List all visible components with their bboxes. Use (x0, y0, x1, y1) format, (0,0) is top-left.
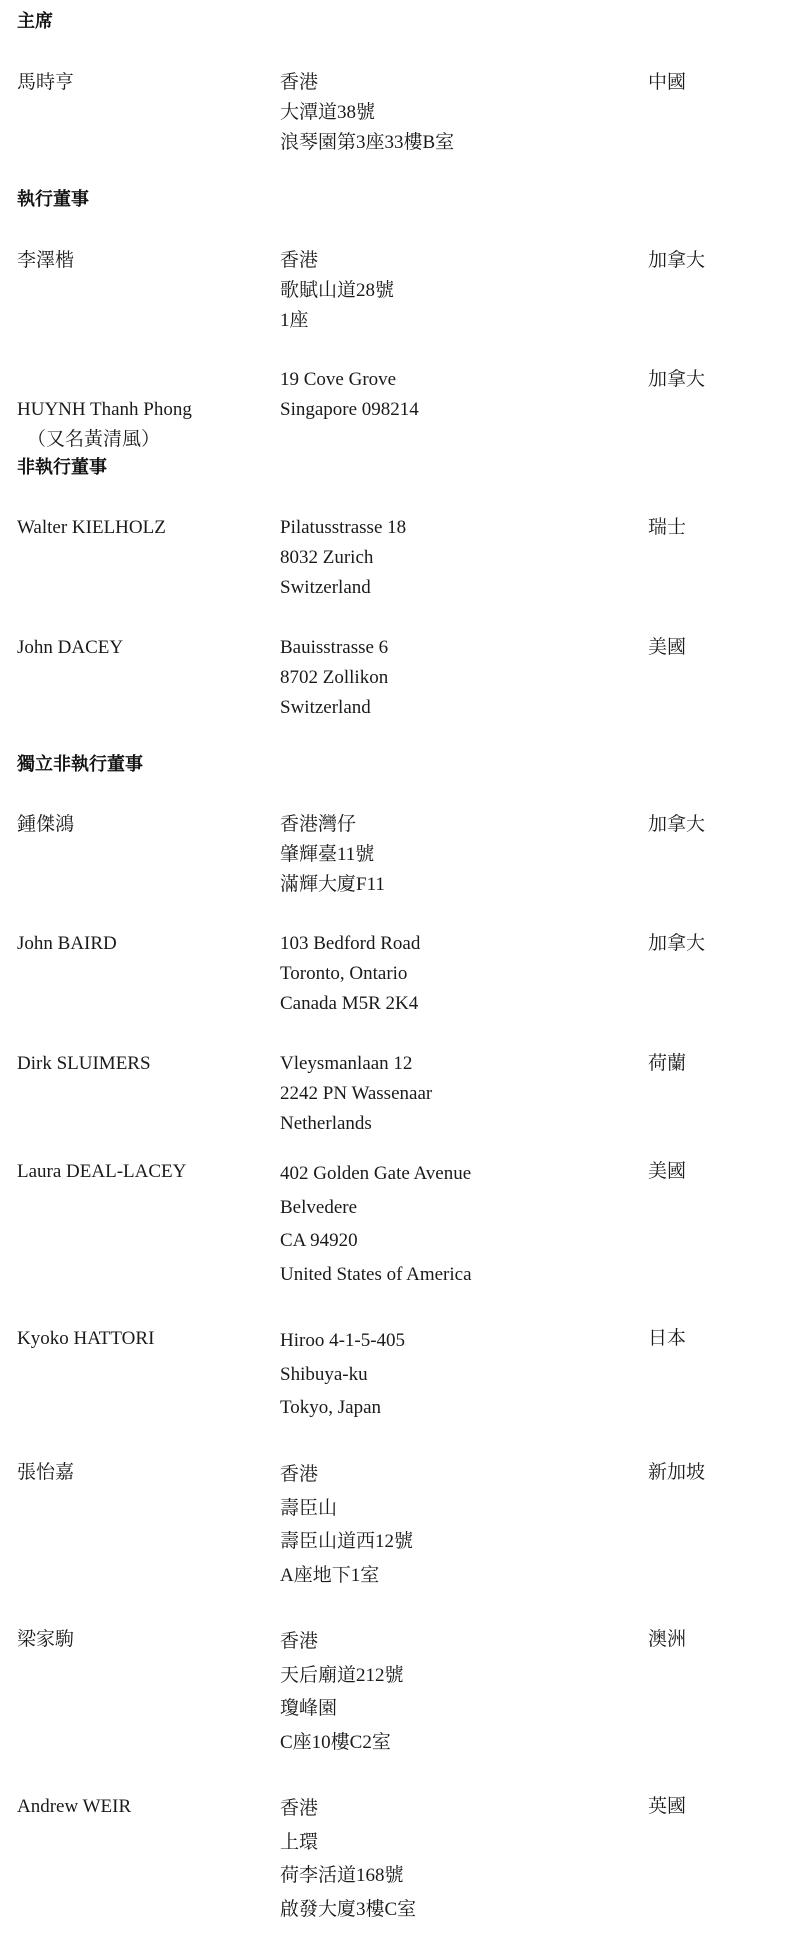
director-nationality: 加拿大 (648, 369, 706, 390)
director-nationality: 美國 (648, 1161, 687, 1182)
director-name: 張怡嘉 (17, 1462, 75, 1483)
director-address: Pilatusstrasse 18 8032 Zurich Switzerland (280, 517, 407, 598)
director-name: 梁家駒 (17, 1629, 75, 1650)
director-name: 李澤楷 (17, 250, 75, 271)
director-address: 香港 天后廟道212號 瓊峰園 C座10樓C2室 (280, 1631, 404, 1753)
director-address: 香港 上環 荷李活道168號 啟發大廈3樓C室 (280, 1798, 417, 1920)
director-nationality: 荷蘭 (648, 1053, 687, 1074)
director-nationality: 美國 (648, 637, 687, 658)
director-nationality: 澳洲 (648, 1629, 687, 1650)
section-heading-chairman: 主席 (17, 11, 53, 32)
director-name: John DACEY (17, 637, 124, 658)
director-name: Dirk SLUIMERS (17, 1053, 151, 1074)
section-heading-independent-non-executive-directors: 獨立非執行董事 (17, 754, 143, 775)
section-heading-non-executive-directors: 非執行董事 (17, 457, 107, 478)
director-nationality: 英國 (648, 1796, 687, 1817)
director-name: 馬時亨 (17, 72, 75, 93)
director-nationality: 加拿大 (648, 933, 706, 954)
director-address: Vleysmanlaan 12 2242 PN Wassenaar Netherlands (280, 1053, 433, 1134)
director-nationality: 中國 (648, 72, 687, 93)
director-name: John BAIRD (17, 933, 117, 954)
director-name-primary: HUYNH Thanh Phong (17, 399, 192, 420)
director-address: 香港 歌賦山道28號 1座 (280, 250, 395, 331)
section-heading-executive-directors: 執行董事 (17, 189, 89, 210)
director-name: Laura DEAL-LACEY (17, 1161, 187, 1182)
director-address: 103 Bedford Road Toronto, Ontario Canada M5R 2K4 (280, 933, 421, 1014)
director-name: 鍾傑鴻 (17, 814, 75, 835)
director-address: 19 Cove Grove Singapore 098214 (280, 369, 419, 420)
director-address: 402 Golden Gate Avenue Belvedere CA 94920 United States of America (280, 1163, 472, 1285)
director-address: Bauisstrasse 6 8702 Zollikon Switzerland (280, 637, 389, 718)
director-address: Hiroo 4-1-5-405 Shibuya-ku Tokyo, Japan (280, 1330, 406, 1418)
director-nationality: 日本 (648, 1328, 687, 1349)
director-nationality: 瑞士 (648, 517, 687, 538)
director-nationality: 加拿大 (648, 250, 706, 271)
director-name: Andrew WEIR (17, 1796, 132, 1817)
director-nationality: 新加坡 (648, 1462, 706, 1483)
director-address: 香港 壽臣山 壽臣山道西12號 A座地下1室 (280, 1464, 414, 1586)
director-name: Walter KIELHOLZ (17, 517, 166, 538)
director-name: Kyoko HATTORI (17, 1328, 155, 1349)
director-name-alias: （又名黃清風） (27, 429, 161, 450)
director-address: 香港灣仔 肇輝臺11號 滿輝大廈F11 (280, 814, 385, 895)
director-address: 香港 大潭道38號 浪琴園第3座33樓B室 (280, 72, 455, 153)
director-nationality: 加拿大 (648, 814, 706, 835)
